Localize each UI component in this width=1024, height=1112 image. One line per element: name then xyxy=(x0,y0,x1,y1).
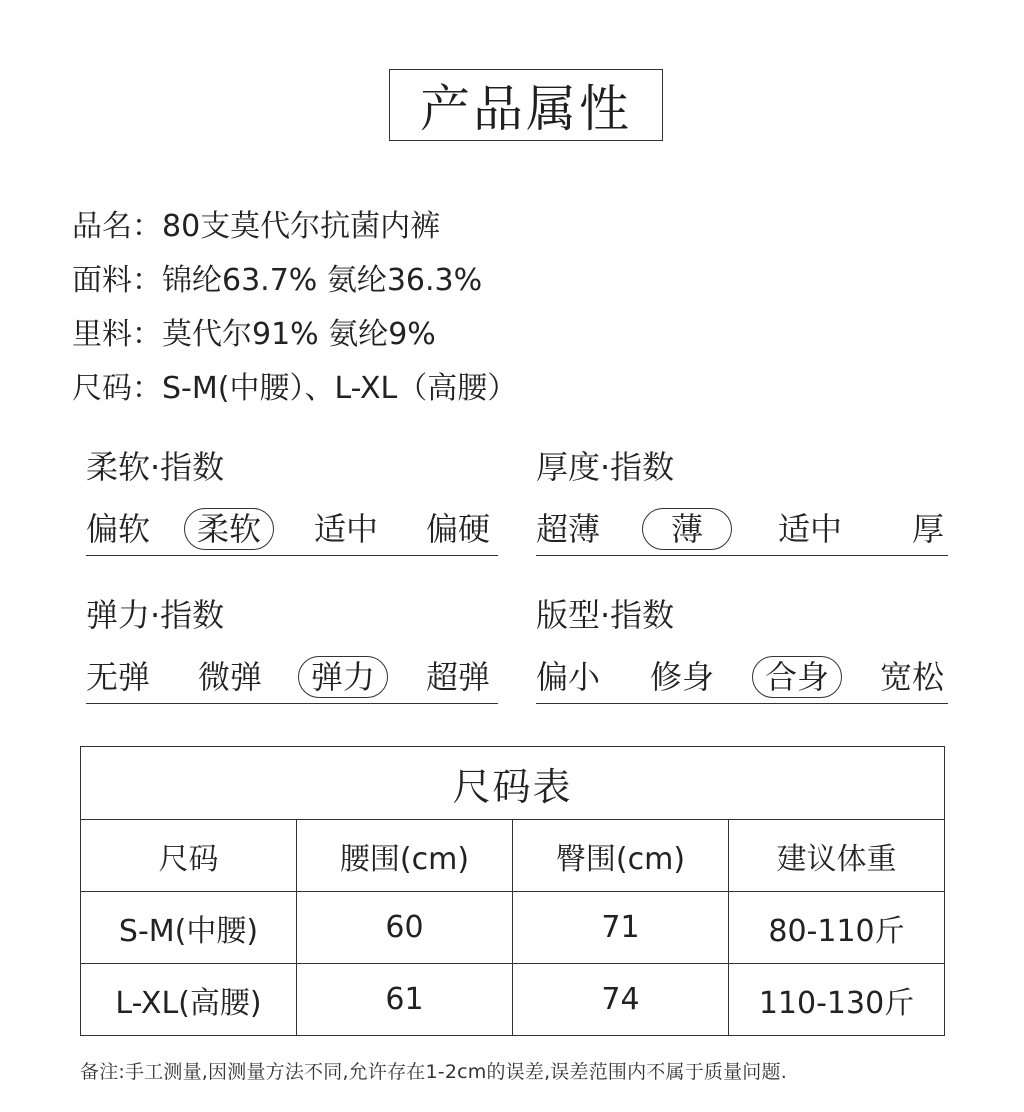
index-option: 超薄 xyxy=(536,510,601,548)
section-title: 产品属性 xyxy=(389,69,663,141)
table-cell: 60 xyxy=(297,892,513,964)
index-option: 偏小 xyxy=(536,658,601,696)
index-option: 超弹 xyxy=(426,658,491,696)
attribute-list xyxy=(72,200,517,416)
table-row xyxy=(81,892,945,964)
index-scale xyxy=(86,507,498,556)
index-title: 柔软·指数 xyxy=(86,448,225,486)
size-table-header-row xyxy=(81,820,945,892)
table-row xyxy=(81,964,945,1036)
table-cell: 80-110斤 xyxy=(729,892,945,964)
header-cell: 腰围(cm) xyxy=(297,820,513,892)
index-option: 修身 xyxy=(650,658,715,696)
table-cell: L-XL(高腰) xyxy=(81,964,297,1036)
index-fit xyxy=(536,595,948,704)
index-thickness xyxy=(536,447,948,556)
index-option: 适中 xyxy=(778,510,843,548)
table-cell: 71 xyxy=(513,892,729,964)
index-option-selected: 合身 xyxy=(752,656,842,698)
index-softness xyxy=(86,447,498,556)
attribute-product-name: 品名：80支莫代尔抗菌内裤 xyxy=(72,209,441,244)
index-elasticity xyxy=(86,595,498,704)
index-option: 微弹 xyxy=(198,658,263,696)
table-cell: S-M(中腰) xyxy=(81,892,297,964)
index-option: 偏硬 xyxy=(426,510,491,548)
index-title: 弹力·指数 xyxy=(86,596,225,634)
size-table-caption: 尺码表 xyxy=(81,747,945,820)
index-option: 适中 xyxy=(314,510,379,548)
attribute-lining: 里料：莫代尔91% 氨纶9% xyxy=(72,317,436,352)
table-cell: 110-130斤 xyxy=(729,964,945,1036)
index-option-selected: 弹力 xyxy=(298,656,388,698)
index-title: 厚度·指数 xyxy=(536,448,675,486)
header-cell: 建议体重 xyxy=(729,820,945,892)
table-cell: 61 xyxy=(297,964,513,1036)
index-option-selected: 薄 xyxy=(642,508,732,550)
index-option-selected: 柔软 xyxy=(184,508,274,550)
attribute-fabric: 面料：锦纶63.7% 氨纶36.3% xyxy=(72,263,483,298)
index-option: 厚 xyxy=(912,510,945,548)
size-table xyxy=(80,746,945,1036)
attribute-sizes: 尺码：S-M(中腰）、L-XL（高腰） xyxy=(72,371,518,406)
index-title: 版型·指数 xyxy=(536,596,675,634)
index-option: 无弹 xyxy=(86,658,151,696)
index-scale xyxy=(86,655,498,704)
footnote: 备注:手工测量,因测量方法不同,允许存在1-2cm的误差,误差范围内不属于质量问题. xyxy=(80,1061,787,1083)
index-option: 偏软 xyxy=(86,510,151,548)
index-option: 宽松 xyxy=(880,658,945,696)
header-cell: 臀围(cm) xyxy=(513,820,729,892)
index-scale xyxy=(536,655,948,704)
table-cell: 74 xyxy=(513,964,729,1036)
index-scale xyxy=(536,507,948,556)
header-cell: 尺码 xyxy=(81,820,297,892)
